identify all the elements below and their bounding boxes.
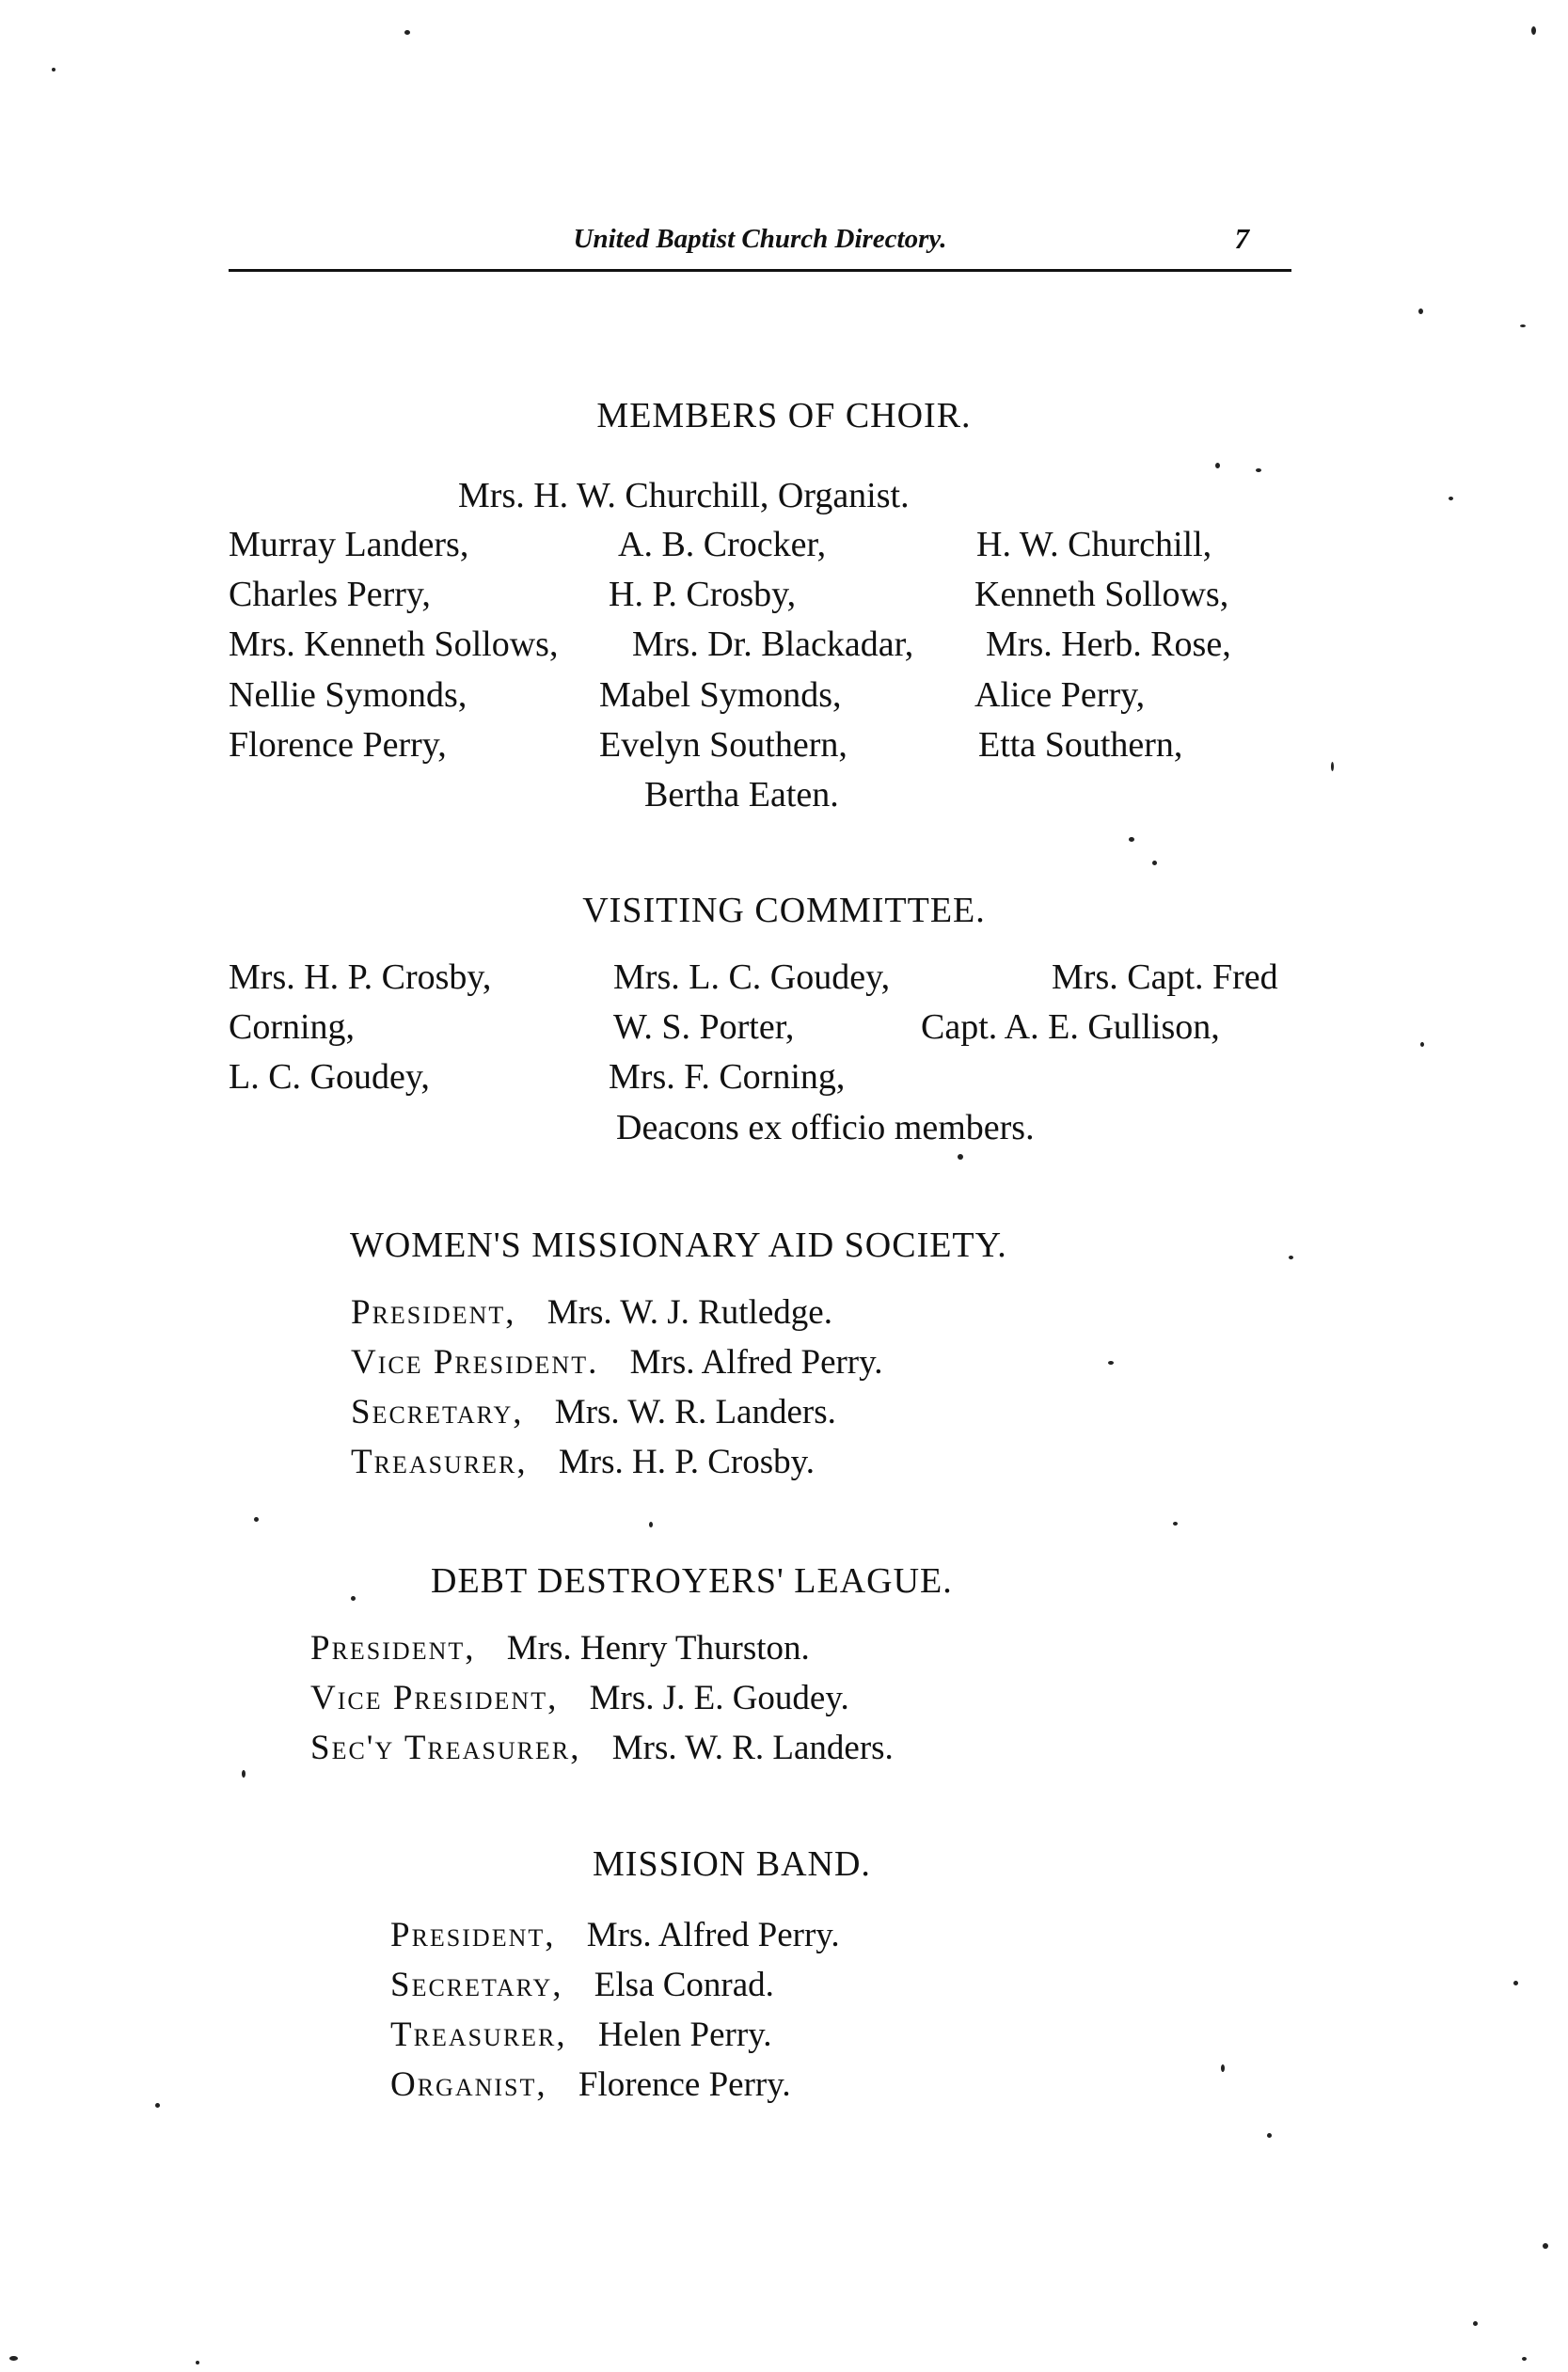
officer-role: President, (390, 1916, 556, 1954)
officer-name: Florence Perry. (578, 2065, 791, 2104)
choir-name: Alice Perry, (974, 675, 1146, 715)
choir-name: H. P. Crosby, (609, 575, 797, 614)
officer-role: President, (351, 1293, 516, 1332)
choir-name: Nellie Symonds, (229, 675, 467, 715)
ddl-officer (310, 1628, 810, 1668)
officer-role: Vice President. (351, 1343, 599, 1382)
choir-name: Etta Southern, (978, 725, 1183, 765)
choir-organist: Mrs. H. W. Churchill, Organist. (458, 476, 910, 515)
visiting-member: Mrs. Capt. Fred (1052, 957, 1278, 997)
officer-role: Vice President, (310, 1679, 559, 1717)
page-number: 7 (1234, 222, 1249, 255)
visiting-heading: VISITING COMMITTEE. (582, 891, 986, 930)
officer-role: Secretary, (351, 1393, 524, 1431)
visiting-member: W. S. Porter, (613, 1007, 795, 1047)
mission-band-officer (390, 1965, 774, 2005)
officer-name: Elsa Conrad. (594, 1966, 774, 2004)
choir-name: H. W. Churchill, (976, 525, 1212, 564)
visiting-member: Mrs. L. C. Goudey, (613, 957, 891, 997)
choir-name: Mabel Symonds, (599, 675, 842, 715)
choir-name: Florence Perry, (229, 725, 447, 765)
choir-name: Bertha Eaten. (644, 775, 839, 814)
visiting-member: Corning, (229, 1007, 356, 1047)
officer-name: Helen Perry. (597, 2016, 772, 2054)
wmas-officer (351, 1292, 832, 1333)
wmas-officer (351, 1342, 882, 1383)
mission-band-officer (390, 1915, 840, 1955)
officer-role: Organist, (390, 2065, 547, 2104)
wmas-officer (351, 1442, 815, 1482)
ddl-officer (310, 1678, 849, 1718)
choir-heading: MEMBERS OF CHOIR. (596, 396, 972, 435)
choir-name: Charles Perry, (229, 575, 431, 614)
officer-name: Mrs. W. R. Landers. (611, 1729, 894, 1767)
visiting-member: Mrs. F. Corning, (609, 1057, 846, 1097)
ddl-heading: DEBT DESTROYERS' LEAGUE. (431, 1561, 953, 1601)
choir-name: Murray Landers, (229, 525, 469, 564)
choir-name: Mrs. Dr. Blackadar, (632, 625, 914, 664)
officer-name: Mrs. H. P. Crosby. (558, 1443, 815, 1481)
mission-band-officer (390, 2064, 791, 2105)
visiting-member: Mrs. H. P. Crosby, (229, 957, 492, 997)
header-rule (229, 269, 1291, 272)
officer-name: Mrs. Alfred Perry. (629, 1343, 883, 1382)
officer-name: Mrs. Alfred Perry. (586, 1916, 840, 1954)
choir-name: A. B. Crocker, (618, 525, 827, 564)
officer-role: Treasurer, (390, 2016, 567, 2054)
running-head (229, 218, 1291, 265)
officer-role: President, (310, 1629, 476, 1668)
visiting-note: Deacons ex officio members. (616, 1108, 1035, 1147)
officer-role: Treasurer, (351, 1443, 528, 1481)
choir-name: Mrs. Herb. Rose, (986, 625, 1231, 664)
officer-role: Secretary, (390, 1966, 563, 2004)
officer-name: Mrs. W. J. Rutledge. (546, 1293, 832, 1332)
mission-band-officer (390, 2015, 772, 2055)
officer-role: Sec'y Treasurer, (310, 1729, 581, 1767)
choir-name: Kenneth Sollows, (974, 575, 1229, 614)
officer-name: Mrs. Henry Thurston. (506, 1629, 810, 1668)
ddl-officer (310, 1728, 894, 1768)
choir-name: Mrs. Kenneth Sollows, (229, 625, 559, 664)
wmas-heading: WOMEN'S MISSIONARY AID SOCIETY. (350, 1226, 1007, 1265)
visiting-member: L. C. Goudey, (229, 1057, 430, 1097)
visiting-member: Capt. A. E. Gullison, (921, 1007, 1220, 1047)
officer-name: Mrs. W. R. Landers. (554, 1393, 836, 1431)
running-title: United Baptist Church Directory. (573, 224, 947, 254)
choir-name: Evelyn Southern, (599, 725, 847, 765)
mission-band-heading: MISSION BAND. (593, 1844, 871, 1884)
wmas-officer (351, 1392, 836, 1432)
officer-name: Mrs. J. E. Goudey. (589, 1679, 849, 1717)
